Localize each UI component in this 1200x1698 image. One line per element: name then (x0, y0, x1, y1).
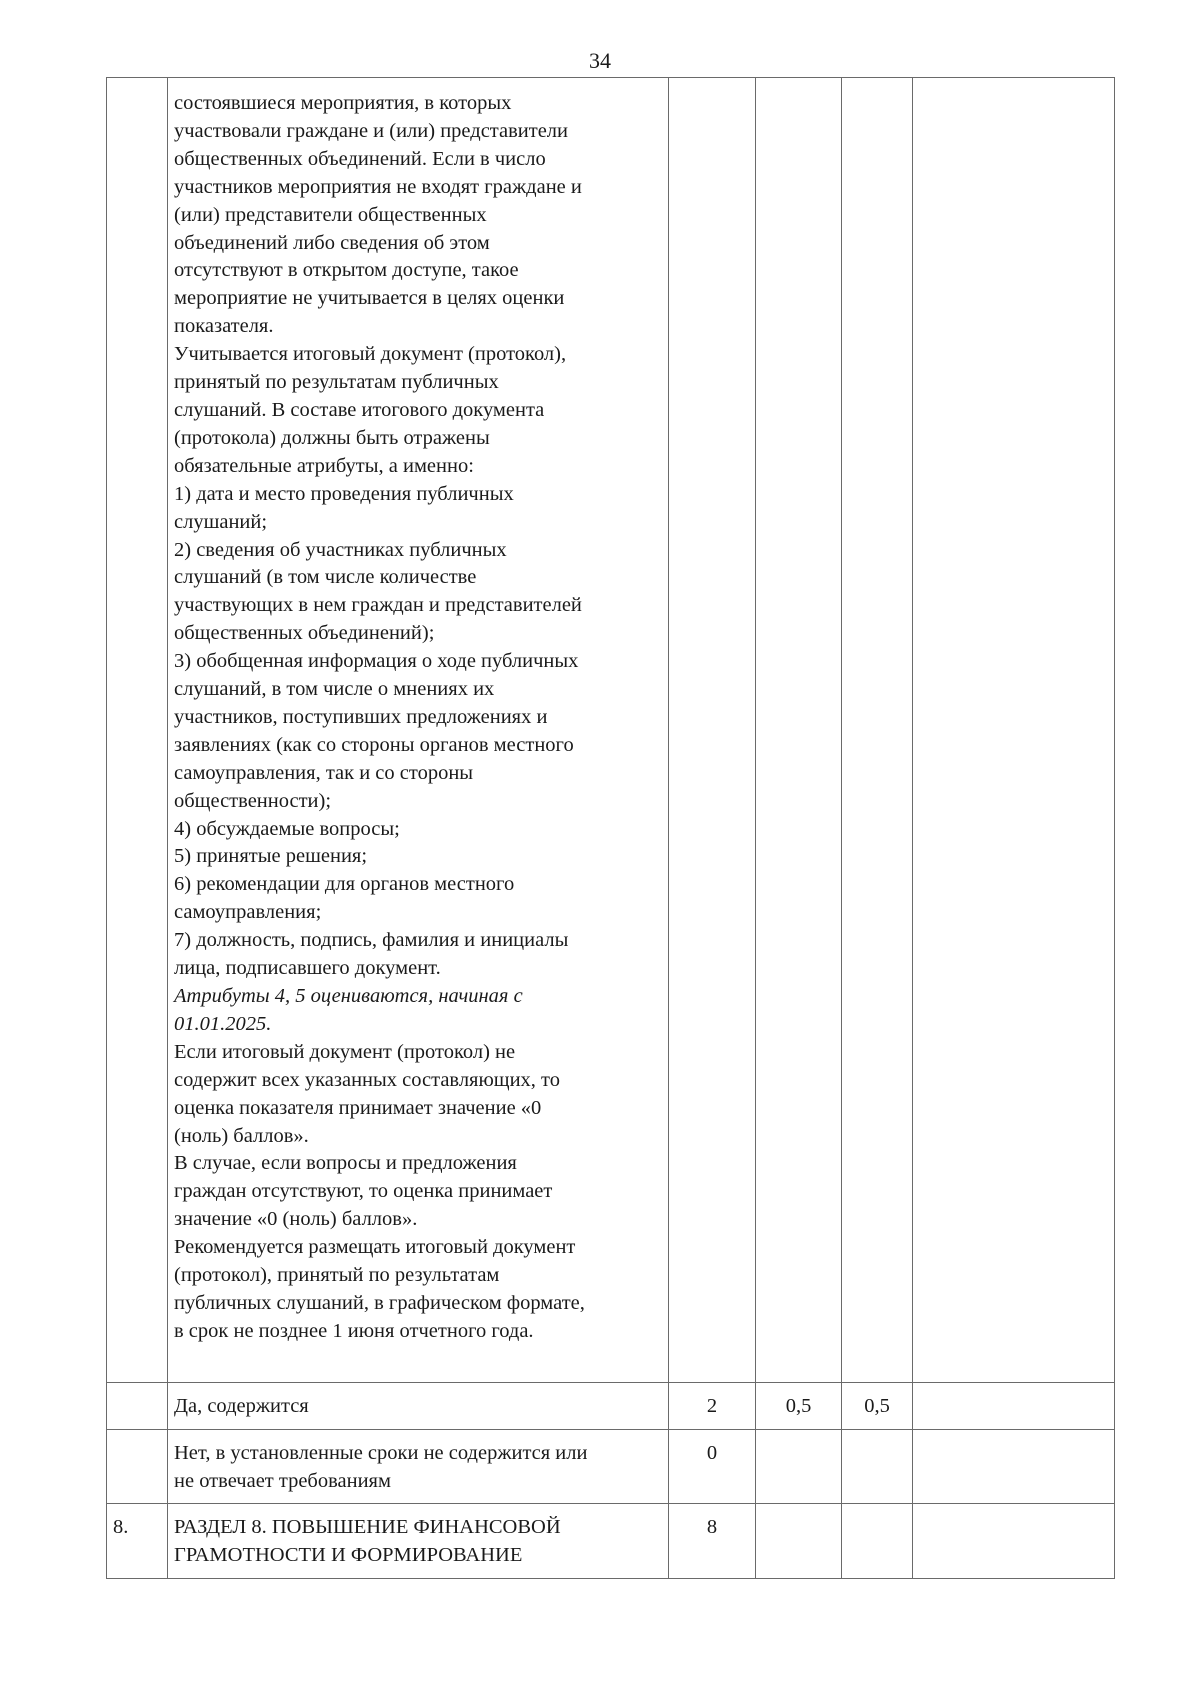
description-line: (протокол), принятый по результатам (174, 1264, 500, 1287)
description-line: показателя. (174, 315, 274, 338)
description-line: Если итоговый документ (протокол) не (174, 1040, 516, 1063)
criteria-table (106, 77, 1115, 1579)
option-no-text-line: Нет, в установленные сроки не содержится или (174, 1442, 588, 1464)
note-cell (913, 1504, 1115, 1579)
weight-cell-1 (756, 1430, 842, 1504)
description-line: 6) рекомендации для органов местного (174, 873, 515, 896)
page-number: 34 (589, 48, 611, 73)
section-title-line: РАЗДЕЛ 8. ПОВЫШЕНИЕ ФИНАНСОВОЙ (174, 1516, 561, 1538)
description-line: состоявшиеся мероприятия, в которых (174, 92, 512, 114)
description-line: принятый по результатам публичных (174, 371, 499, 394)
description-line: (ноль) баллов». (174, 1124, 309, 1147)
criterion-description-text (174, 90, 660, 1346)
description-line: (протокола) должны быть отражены (174, 426, 490, 449)
description-line: участников, поступивших предложениях и (174, 705, 548, 728)
description-line: слушаний; (174, 510, 268, 533)
description-line: публичных слушаний, в графическом формате, (174, 1291, 585, 1314)
score-cell (669, 78, 756, 1383)
row-index-cell (107, 78, 168, 1383)
option-yes-weight-1: 0,5 (756, 1383, 842, 1430)
description-line: Учитывается итоговый документ (протокол), (174, 343, 567, 366)
description-line: обязательные атрибуты, а именно: (174, 454, 474, 477)
description-line: 4) обсуждаемые вопросы; (174, 817, 400, 840)
description-line: объединений либо сведения об этом (174, 231, 490, 254)
note-cell (913, 78, 1115, 1383)
description-line: участвовали граждане и (или) представители (174, 119, 569, 142)
section-title-cell (168, 1504, 669, 1579)
description-line: 1) дата и место проведения публичных (174, 482, 514, 505)
note-cell (913, 1430, 1115, 1504)
option-no-text-cell (168, 1430, 669, 1504)
description-line: отсутствуют в открытом доступе, такое (174, 259, 519, 282)
description-line: оценка показателя принимает значение «0 (174, 1096, 542, 1119)
description-line: общественных объединений); (174, 622, 435, 645)
description-line: 7) должность, подпись, фамилия и инициалы (174, 929, 569, 952)
description-line: заявлениях (как со стороны органов местного (174, 733, 574, 756)
description-line: содержит всех указанных составляющих, то (174, 1068, 560, 1091)
description-line: 5) принятые решения; (174, 845, 368, 868)
option-yes-text: Да, содержится (168, 1383, 669, 1430)
description-line: лица, подписавшего документ. (174, 957, 441, 980)
description-line: (или) представители общественных (174, 203, 487, 226)
description-line: общественности); (174, 789, 332, 812)
table-row-description (107, 78, 1115, 1383)
description-line: Рекомендуется размещать итоговый документ (174, 1236, 576, 1259)
weight-cell-2 (842, 1430, 913, 1504)
description-line: 2) сведения об участниках публичных (174, 538, 507, 561)
description-line: участвующих в нем граждан и представителей (174, 594, 582, 617)
description-line: самоуправления; (174, 901, 322, 924)
description-line: слушаний, в том числе о мнениях их (174, 678, 495, 701)
description-line: граждан отсутствуют, то оценка принимает (174, 1180, 553, 1203)
weight-cell-2 (842, 1504, 913, 1579)
option-no-text-line: не отвечает требованиям (174, 1469, 391, 1492)
table-row-option-yes (107, 1383, 1115, 1430)
description-line: 3) обобщенная информация о ходе публичных (174, 650, 579, 673)
note-cell (913, 1383, 1115, 1430)
description-line: в срок не позднее 1 июня отчетного года. (174, 1319, 534, 1342)
weight-cell-1 (756, 78, 842, 1383)
section-title-line: ГРАМОТНОСТИ И ФОРМИРОВАНИЕ (174, 1543, 523, 1566)
description-line: слушаний. В составе итогового документа (174, 398, 545, 421)
description-line: В случае, если вопросы и предложения (174, 1152, 517, 1175)
description-line: значение «0 (ноль) баллов». (174, 1208, 418, 1231)
weight-cell-1 (756, 1504, 842, 1579)
description-line: Атрибуты 4, 5 оцениваются, начиная с (174, 985, 523, 1007)
table-row-section-8 (107, 1504, 1115, 1579)
description-line: слушаний (в том числе количестве (174, 566, 477, 589)
row-index-cell (107, 1383, 168, 1430)
option-yes-score: 2 (669, 1383, 756, 1430)
section-score: 8 (669, 1504, 756, 1579)
description-line: участников мероприятия не входят граждане и (174, 175, 582, 198)
description-line: мероприятие не учитывается в целях оценки (174, 287, 565, 310)
option-no-score: 0 (669, 1430, 756, 1504)
weight-cell-2 (842, 78, 913, 1383)
option-yes-weight-2: 0,5 (842, 1383, 913, 1430)
description-line: 01.01.2025. (174, 1012, 272, 1035)
description-line: самоуправления, так и со стороны (174, 761, 474, 784)
section-index: 8. (107, 1504, 168, 1579)
criterion-description-cell (168, 78, 669, 1383)
row-index-cell (107, 1430, 168, 1504)
table-row-option-no (107, 1430, 1115, 1504)
description-line: общественных объединений. Если в число (174, 147, 546, 170)
